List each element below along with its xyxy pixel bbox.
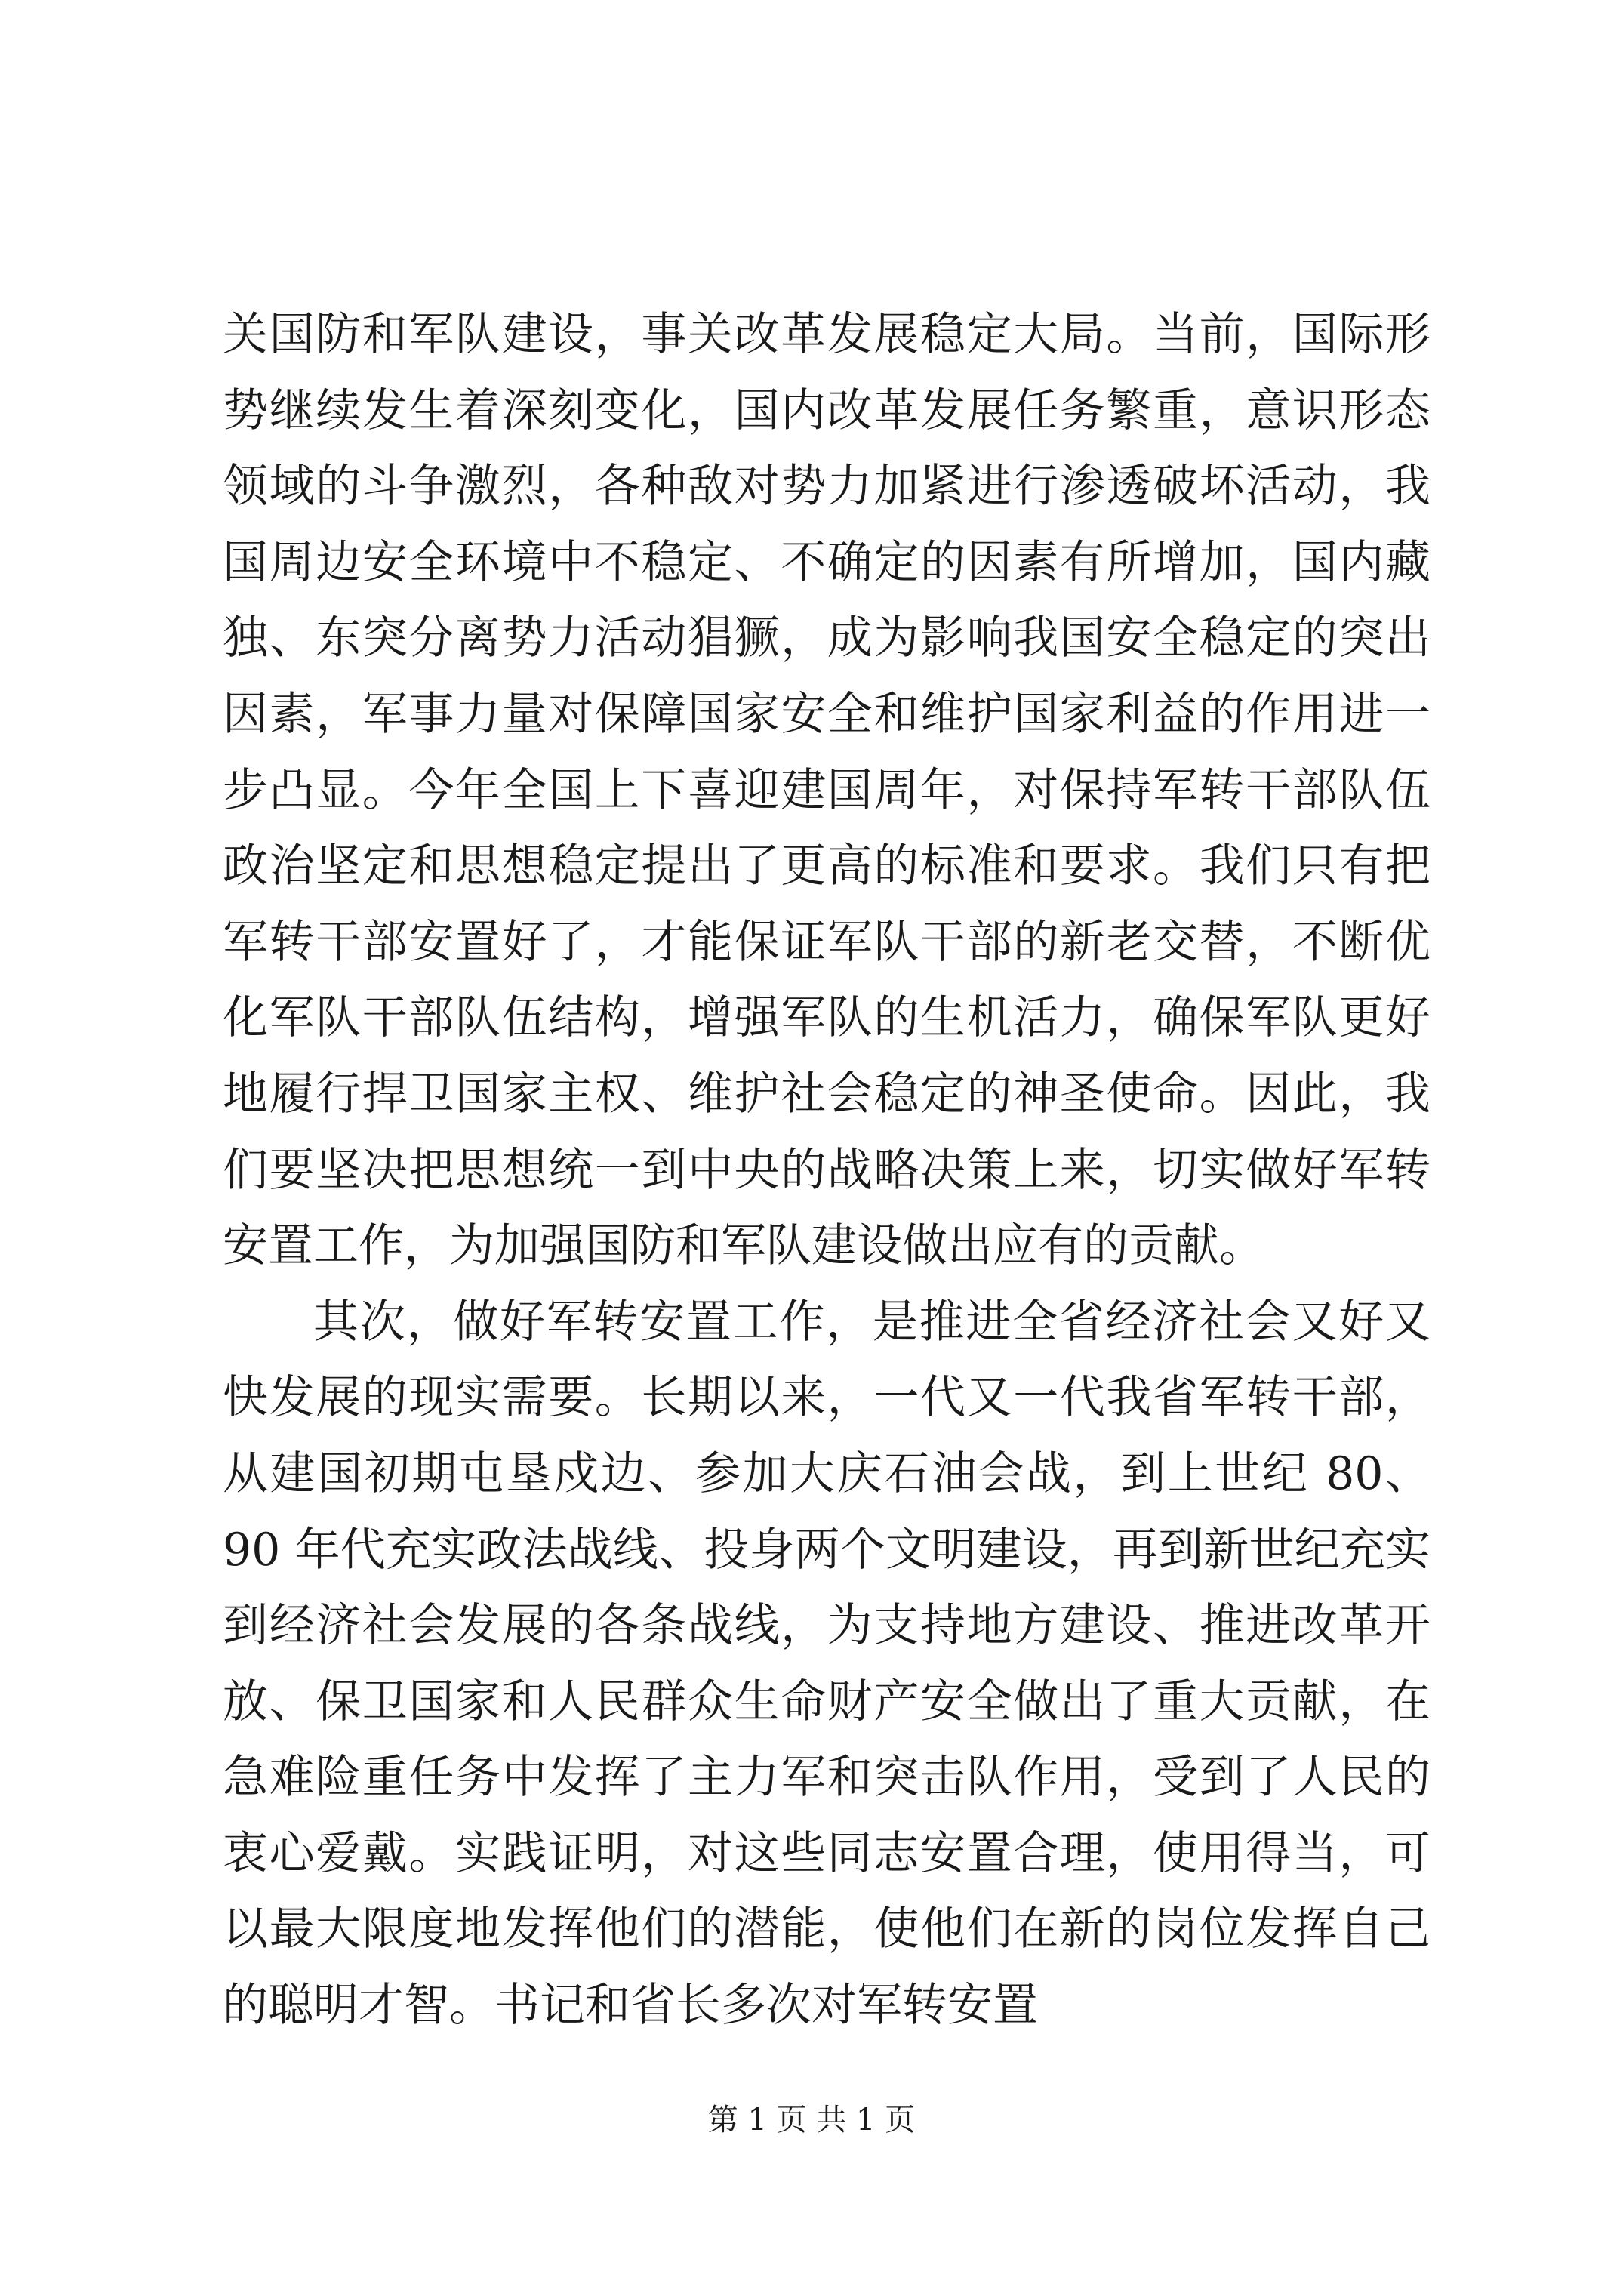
document-body — [223, 297, 1431, 2044]
page-footer: 第 1 页 共 1 页 — [707, 2103, 916, 2137]
paragraph-1: 关国防和军队建设，事关改革发展稳定大局。当前，国际形势继续发生着深刻变化，国内改革发展任务繁重，意识形态领域的斗争激烈，各种敌对势力加紧进行渗透破坏活动，我国周边安全环境中不稳定、不确定的因素有所增加，国内藏独、东突分离势力活动猖獗，成为影响我国安全稳定的突出因素，军事力量对保障国家安全和维护国家利益的作用进一步凸显。今年全国上下喜迎建国周年，对保持军转干部队伍政治坚定和思想稳定提出了更高的标准和要求。我们只有把军转干部安置好了，才能保证军队干部的新老交替，不断优化军队干部队伍结构，增强军队的生机活力，确保军队更好地履行捍卫国家主权、维护社会稳定的神圣使命。因此，我们要坚决把思想统一到中央的战略决策上来，切实做好军转安置工作，为加强国防和军队建设做出应有的贡献。 — [223, 308, 1431, 1273]
paragraph-2: 其次，做好军转安置工作，是推进全省经济社会又好又快发展的现实需要。长期以来，一代又一代我省军转干部，从建国初期屯垦戍边、参加大庆石油会战，到上世纪 80、90 年代充实政法战线、投身两个文明建设，再到新世纪充实到经济社会发展的各条战线，为支持地方建设、推进改革开放、保卫国家和人民群众生命财产安全做出了重大贡献，在急难险重任务中发挥了主力军和突击队作用，受到了人民的衷心爱戴。实践证明，对这些同志安置合理，使用得当，可以最大限度地发挥他们的潜能，使他们在新的岗位发挥自己的聪明才智。书记和省长多次对军转安置 — [223, 1295, 1431, 2032]
